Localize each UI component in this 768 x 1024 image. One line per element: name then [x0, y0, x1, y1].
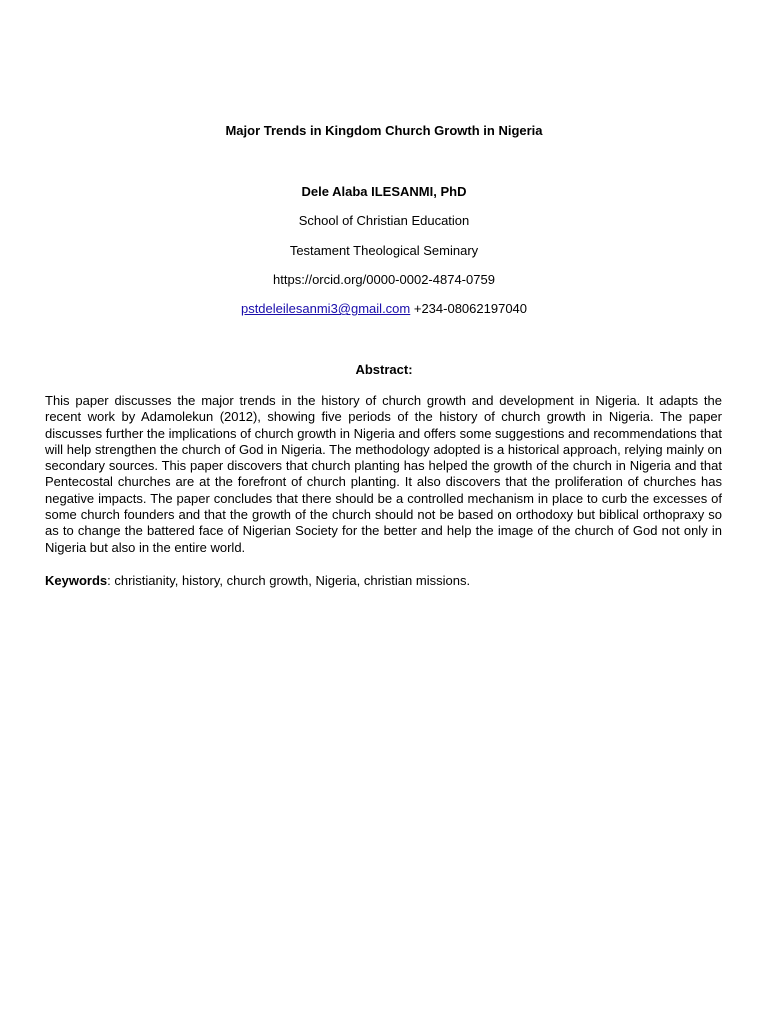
author-institution: Testament Theological Seminary [289, 242, 479, 258]
keywords-list: : christianity, history, church growth, Nigeria, christian missions. [107, 573, 471, 588]
author-email-link[interactable]: pstdeleilesanmi3@gmail.com [240, 301, 411, 317]
paper-title: Major Trends in Kingdom Church Growth in Nigeria [225, 123, 543, 138]
author-orcid: https://orcid.org/0000-0002-4874-0759 [273, 271, 495, 287]
abstract-heading: Abstract: [355, 362, 413, 377]
abstract-body: This paper discusses the major trends in the history of church growth and development in Nigeria. It adapts the recent work by Adamolekun (2012), showing five periods of the history of church growth in Nigeria. The paper discusses further the implications of church growth in Nigeria and offers some suggestions and recommendations that will help strengthen the church of God in Nigeria. The methodology adopted is a historical approach, relying mainly on secondary sources. This paper discovers that church planting has helped the growth of the church in Nigeria and that Pentecostal churches are at the forefront of church planting. It also discovers that the proliferation of churches has negative impacts. The paper concludes that there should be a controlled mechanism in place to curb the excesses of some church founders and that the growth of the church should not be based on orthodoxy but biblical orthopraxy so as to change the battered face of Nigerian Society for the better and help the image of the church of God not only in Nigeria but also in the entire world. [45, 393, 722, 555]
author-block [0, 184, 768, 330]
author-department: School of Christian Education [298, 213, 470, 229]
author-name: Dele Alaba ILESANMI, PhD [301, 184, 467, 199]
keywords [45, 573, 722, 589]
author-phone: +234-08062197040 [410, 301, 528, 317]
author-contact [0, 301, 768, 330]
keywords-label: Keywords [45, 573, 108, 588]
